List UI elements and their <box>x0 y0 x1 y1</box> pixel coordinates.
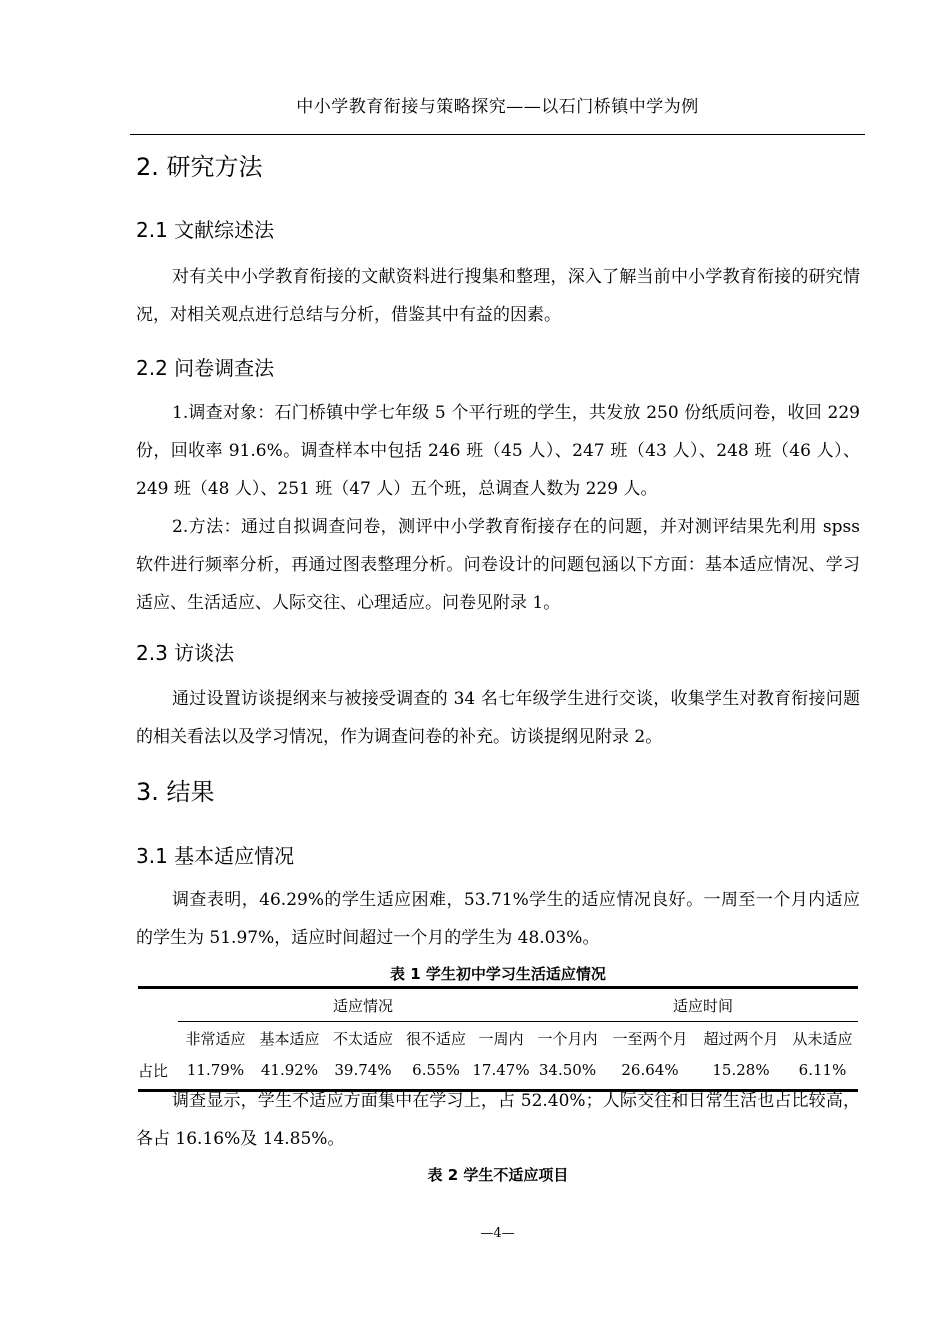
table-column-header-row <box>138 1022 858 1054</box>
section-2-3-heading: 2.3 访谈法 <box>136 641 235 665</box>
table-column-header: 一至两个月 <box>612 1029 688 1048</box>
table-column-header: 一个月内 <box>537 1029 598 1048</box>
section-3-1-heading: 3.1 基本适应情况 <box>136 844 295 868</box>
table-column-header: 基本适应 <box>259 1029 320 1048</box>
table-column-header: 超过两个月 <box>703 1029 779 1048</box>
table-cell: 39.74% <box>334 1061 392 1079</box>
table-row-label: 占比 <box>138 1061 169 1080</box>
table-column-header: 非常适应 <box>185 1029 246 1048</box>
table-column-header: 很不适应 <box>405 1029 466 1048</box>
section-2-2-paragraph-2: 2.方法：通过自拟调查问卷，测评中小学教育衔接存在的问题，并对测评结果先利用 spss 软件进行频率分析，再通过图表整理分析。问卷设计的问题包涵以下方面：基本适应情况、学习适应、生活适应、人际交往、心理适应。问卷见附录 1。 <box>136 517 860 613</box>
section-3-heading: 3. 结果 <box>136 778 215 806</box>
table-cell: 41.92% <box>260 1061 319 1079</box>
table-column-header: 一周内 <box>478 1029 524 1048</box>
table-2-caption: 表 2 学生不适应项目 <box>427 1166 569 1184</box>
section-2-3-paragraph: 通过设置访谈提纲来与被接受调查的 34 名七年级学生进行交谈，收集学生对教育衔接问题的相关看法以及学习情况，作为调查问卷的补充。访谈提纲见附录 2。 <box>136 689 860 747</box>
table-cell: 26.64% <box>621 1061 679 1079</box>
table-group-header-adaptation: 适应情况 <box>332 996 393 1015</box>
header-rule <box>130 134 865 135</box>
table-column-header: 从未适应 <box>792 1029 853 1048</box>
section-2-1-heading: 2.1 文献综述法 <box>136 218 275 242</box>
table-1 <box>138 986 858 1092</box>
after-table-paragraph: 调查显示，学生不适应方面集中在学习上，占 52.40%；人际交往和日常生活也占比较高，各占 16.16%及 14.85%。 <box>136 1091 860 1149</box>
table-group-header-row <box>138 989 858 1021</box>
table-cell: 6.11% <box>798 1061 847 1079</box>
section-2-1-paragraph: 对有关中小学教育衔接的文献资料进行搜集和整理，深入了解当前中小学教育衔接的研究情况，对相关观点进行总结与分析，借鉴其中有益的因素。 <box>136 267 860 325</box>
table-cell: 15.28% <box>712 1061 770 1079</box>
table-cell: 6.55% <box>412 1061 460 1079</box>
table-cell: 11.79% <box>186 1061 245 1079</box>
table-group-header-duration: 适应时间 <box>672 996 733 1015</box>
section-2-2-paragraph-1: 1.调查对象：石门桥镇中学七年级 5 个平行班的学生，共发放 250 份纸质问卷，收回 229 份，回收率 91.6%。调查样本中包括 246 班（45 人）、247 班（43 人）、248 班（46 人）、249 班（48 人）、251 班（47 人）五个班，总调查人数为 229 人。 <box>136 403 860 499</box>
table-column-header: 不太适应 <box>332 1029 393 1048</box>
page-number: —4— <box>480 1226 515 1241</box>
table-1-caption: 表 1 学生初中学习生活适应情况 <box>390 965 606 983</box>
table-cell: 17.47% <box>472 1061 530 1079</box>
section-3-1-paragraph: 调查表明，46.29%的学生适应困难，53.71%学生的适应情况良好。一周至一个月内适应的学生为 51.97%，适应时间超过一个月的学生为 48.03%。 <box>136 890 860 948</box>
table-cell: 34.50% <box>538 1061 597 1079</box>
section-2-heading: 2. 研究方法 <box>136 153 263 181</box>
section-2-2-heading: 2.2 问卷调查法 <box>136 356 275 380</box>
running-header: 中小学教育衔接与策略探究——以石门桥镇中学为例 <box>296 97 699 117</box>
